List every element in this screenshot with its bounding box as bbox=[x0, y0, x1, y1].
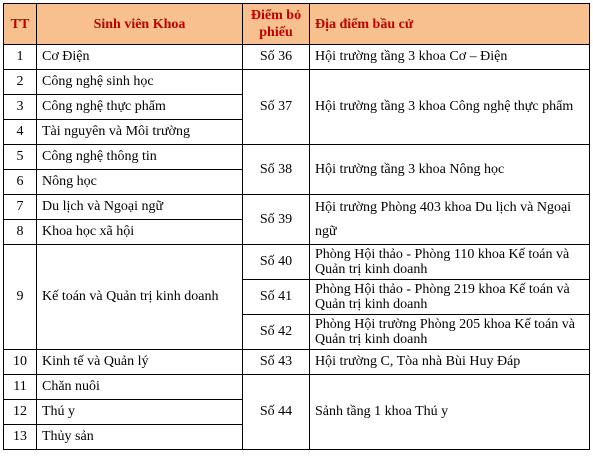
row-khoa: Du lịch và Ngoại ngữ bbox=[37, 195, 243, 220]
row-tt: 10 bbox=[4, 350, 37, 375]
row-khoa: Nông học bbox=[37, 170, 243, 195]
row-tt: 5 bbox=[4, 145, 37, 170]
row-tt: 6 bbox=[4, 170, 37, 195]
table-row bbox=[4, 375, 590, 400]
row-khoa: Công nghệ thực phẩm bbox=[37, 95, 243, 120]
row-khoa: Công nghệ thông tin bbox=[37, 145, 243, 170]
row-tt: 11 bbox=[4, 375, 37, 400]
row-tt: 1 bbox=[4, 45, 37, 70]
row-tt: 4 bbox=[4, 120, 37, 145]
station-number: Số 40 bbox=[243, 245, 310, 280]
station-location: Phòng Hội trường Phòng 205 khoa Kế toán và Quản trị kinh doanh bbox=[310, 315, 590, 350]
row-khoa: Tài nguyên và Môi trường bbox=[37, 120, 243, 145]
station-number: Số 36 bbox=[243, 45, 310, 70]
header-khoa: Sinh viên Khoa bbox=[37, 4, 243, 45]
station-location: Sảnh tầng 1 khoa Thú y bbox=[310, 375, 590, 450]
station-location: Phòng Hội thảo - Phòng 110 khoa Kế toán và Quản trị kinh doanh bbox=[310, 245, 590, 280]
table-row bbox=[4, 45, 590, 70]
station-location: Hội trường tầng 3 khoa Công nghệ thực phẩm bbox=[310, 70, 590, 145]
row-tt: 9 bbox=[4, 245, 37, 350]
table-row bbox=[4, 350, 590, 375]
row-tt: 2 bbox=[4, 70, 37, 95]
row-khoa: Thủy sản bbox=[37, 425, 243, 450]
station-number: Số 42 bbox=[243, 315, 310, 350]
table-row bbox=[4, 245, 590, 280]
row-khoa: Cơ Điện bbox=[37, 45, 243, 70]
election-location-table bbox=[3, 3, 590, 450]
station-number: Số 43 bbox=[243, 350, 310, 375]
row-tt: 13 bbox=[4, 425, 37, 450]
station-number: Số 38 bbox=[243, 145, 310, 195]
table-row bbox=[4, 70, 590, 95]
row-khoa: Chăn nuôi bbox=[37, 375, 243, 400]
station-location: Hội trường tầng 3 khoa Cơ – Điện bbox=[310, 45, 590, 70]
station-number: Số 39 bbox=[243, 195, 310, 245]
station-location: Hội trường C, Tòa nhà Bùi Huy Đáp bbox=[310, 350, 590, 375]
row-tt: 8 bbox=[4, 220, 37, 245]
station-location: Hội trường tầng 3 khoa Nông học bbox=[310, 145, 590, 195]
table-row bbox=[4, 145, 590, 170]
row-tt: 7 bbox=[4, 195, 37, 220]
row-tt: 12 bbox=[4, 400, 37, 425]
header-dia-diem: Địa điểm bầu cử bbox=[310, 4, 590, 45]
row-khoa: Khoa học xã hội bbox=[37, 220, 243, 245]
row-khoa: Công nghệ sinh học bbox=[37, 70, 243, 95]
row-khoa: Kế toán và Quản trị kinh doanh bbox=[37, 245, 243, 350]
table-header-row bbox=[4, 4, 590, 45]
row-khoa: Thú y bbox=[37, 400, 243, 425]
station-location: Hội trường Phòng 403 khoa Du lịch và Ngoại ngữ bbox=[310, 195, 590, 245]
table-row bbox=[4, 195, 590, 220]
station-number: Số 41 bbox=[243, 280, 310, 315]
station-number: Số 37 bbox=[243, 70, 310, 145]
row-khoa: Kinh tế và Quản lý bbox=[37, 350, 243, 375]
header-tt: TT bbox=[4, 4, 37, 45]
station-number: Số 44 bbox=[243, 375, 310, 450]
station-location: Phòng Hội thảo - Phòng 219 khoa Kế toán và Quản trị kinh doanh bbox=[310, 280, 590, 315]
header-diem-bo-phieu: Điểm bỏ phiếu bbox=[243, 4, 310, 45]
row-tt: 3 bbox=[4, 95, 37, 120]
